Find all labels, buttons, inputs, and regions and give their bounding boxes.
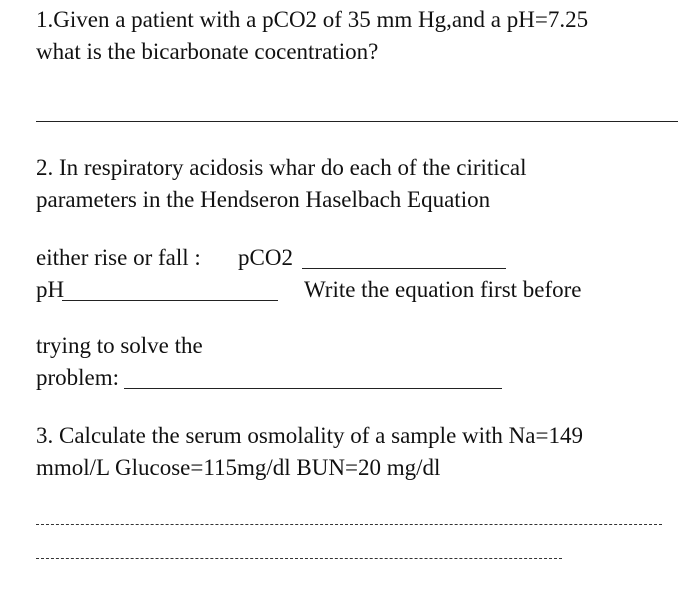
q3-line-1: 3. Calculate the serum osmolality of a sample with Na=149 bbox=[36, 423, 583, 448]
equation-note: Write the equation first before bbox=[304, 277, 582, 302]
q3-answer-line-1[interactable] bbox=[36, 524, 662, 525]
q1-answer-line[interactable] bbox=[36, 121, 678, 122]
q2-line-3: either rise or fall : bbox=[36, 245, 201, 270]
problem-label: problem: bbox=[36, 365, 120, 390]
q3-line-2: mmol/L Glucose=115mg/dl BUN=20 mg/dl bbox=[36, 455, 441, 480]
q2-line-5: trying to solve the bbox=[36, 333, 203, 358]
pco2-answer-line[interactable] bbox=[302, 268, 506, 269]
q2-line-2: parameters in the Hendseron Haselbach Equation bbox=[36, 187, 491, 212]
ph-answer-line[interactable] bbox=[62, 300, 278, 301]
q1-line-1: 1.Given a patient with a pCO2 of 35 mm Hg,and a pH=7.25 bbox=[36, 7, 589, 32]
q1-line-2: what is the bicarbonate cocentration? bbox=[36, 39, 379, 64]
ph-label: pH bbox=[36, 277, 65, 302]
problem-answer-line[interactable] bbox=[124, 388, 502, 389]
pco2-label: pCO2 bbox=[238, 245, 293, 270]
q3-answer-line-2[interactable] bbox=[36, 558, 562, 559]
q2-line-1: 2. In respiratory acidosis whar do each of the ciritical bbox=[36, 155, 527, 180]
